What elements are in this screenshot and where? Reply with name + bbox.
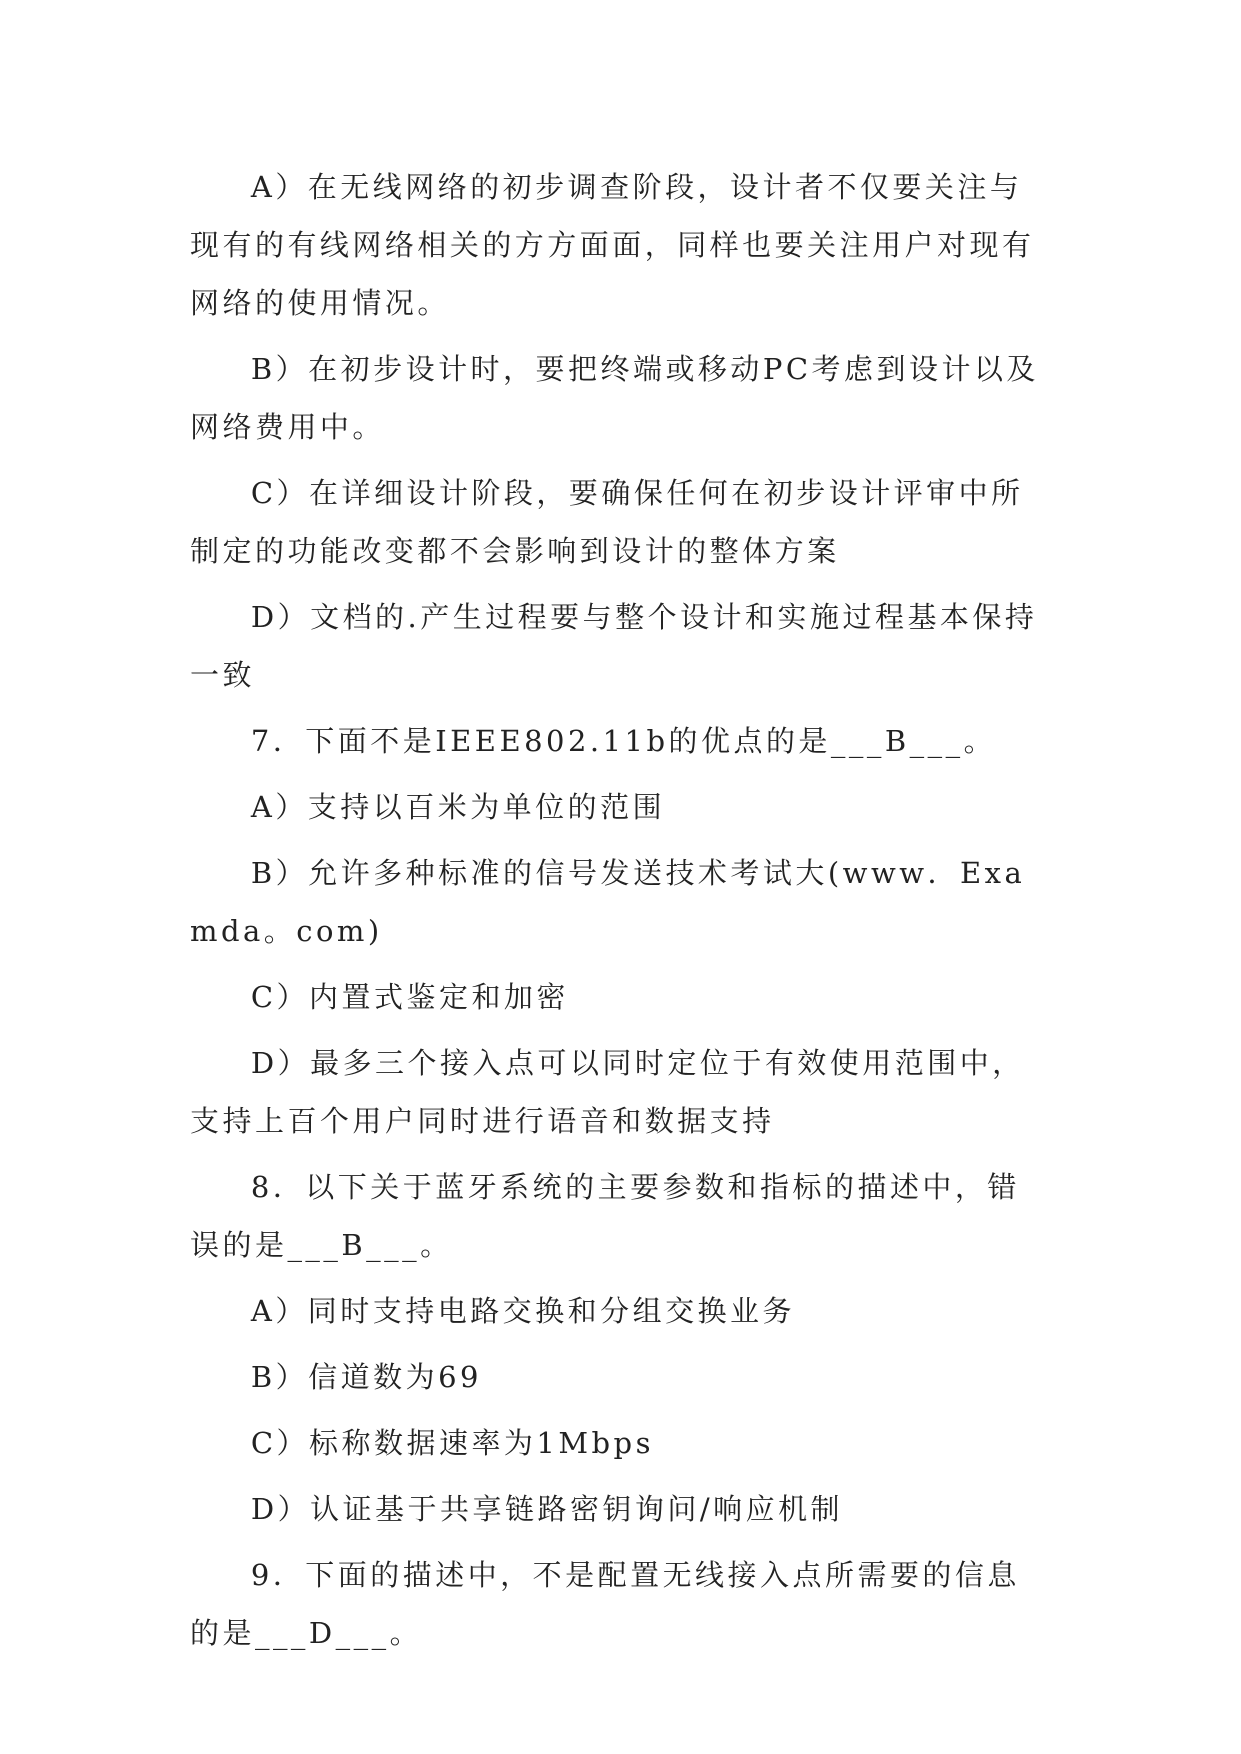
question-7-option-a: A）支持以百米为单位的范围 — [250, 790, 666, 824]
option-c-paragraph: C）在详细设计阶段，要确保任何在初步设计评审中所制定的功能改变都不会影响到设计的整体方案 — [190, 476, 1024, 568]
option-a-paragraph: A）在无线网络的初步调查阶段，设计者不仅要关注与现有的有线网络相关的方方面面，同样也要关注用户对现有网络的使用情况。 — [190, 170, 1035, 320]
question-8-option-b: B）信道数为69 — [250, 1360, 482, 1394]
question-8-option-a: A）同时支持电路交换和分组交换业务 — [250, 1294, 795, 1328]
question-7-option-c: C）内置式鉴定和加密 — [250, 980, 569, 1014]
option-b-paragraph: B）在初步设计时，要把终端或移动PC考虑到设计以及网络费用中。 — [190, 352, 1039, 444]
question-9: 9．下面的描述中，不是配置无线接入点所需要的信息的是___D___。 — [190, 1558, 1020, 1650]
question-7-option-b: B）允许多种标准的信号发送技术考试大(www．Examda。com) — [190, 856, 1026, 948]
question-8-option-d: D）认证基于共享链路密钥询问/响应机制 — [250, 1492, 844, 1526]
question-7-option-d: D）最多三个接入点可以同时定位于有效使用范围中，支持上百个用户同时进行语音和数据支持 — [190, 1046, 1025, 1138]
question-8-option-c: C）标称数据速率为1Mbps — [250, 1426, 654, 1460]
question-7: 7．下面不是IEEE802.11b的优点的是___B___。 — [250, 724, 997, 758]
document-body — [190, 158, 1050, 1670]
option-d-paragraph: D）文档的.产生过程要与整个设计和实施过程基本保持一致 — [190, 600, 1038, 692]
question-8: 8．以下关于蓝牙系统的主要参数和指标的描述中，错误的是___B___。 — [190, 1170, 1020, 1262]
